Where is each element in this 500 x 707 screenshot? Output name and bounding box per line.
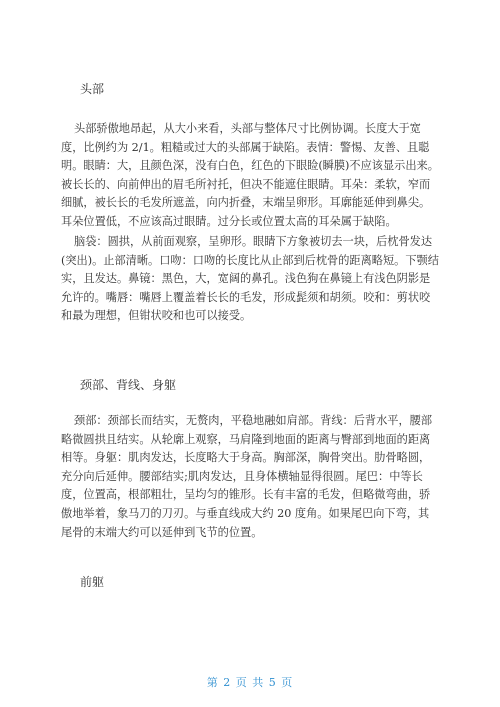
paragraph-head: 头部骄傲地昂起，从大小来看，头部与整体尺寸比例协调。长度大于宽度，比例约为 2/1。粗糙或过大的头部属于缺陷。表情：警惕、友善、且聪明。眼睛：大，且颜色深，没有白色，红色的下眼睑(瞬膜)不应该显示出来。被长长的、向前伸出的眉毛所衬托，但决不能遮住眼睛。耳朵：柔软，窄而细腻，被长长的毛发所遮盖，向内折叠，末端呈卵形。耳廓能延伸到鼻尖。耳朵位置低，不应该高过眼睛。过分长或位置太高的耳朵属于缺陷。	[61, 122, 439, 228]
page-number-footer: 第 2 页 共 5 页	[206, 676, 294, 689]
section-heading-neck-topline-body: 颈部、背线、身躯	[80, 378, 177, 392]
paragraph-neck-body-tail: 颈部：颈部长而结实，无赘肉，平稳地融如肩部。背线：后背水平，腰部略微圆拱且结实。从轮廓上观察，马肩隆到地面的距离与臀部到地面的距离相等。身躯：肌肉发达，长度略大于身高。胸部深，胸骨突出。肋骨略圆，充分向后延伸。腰部结实;肌肉发达，且身体横轴显得很圆。尾巴：中等长度，位置高，根部粗壮，呈均匀的锥形。长有丰富的毛发，但略微弯曲，骄傲地举着，象马刀的刀刃。与垂直线成大约 20 度角。如果尾巴向下弯，其尾骨的末端大约可以延伸到飞节的位置。	[61, 414, 433, 539]
section-heading-head: 头部	[80, 82, 105, 96]
section-heading-forequarters: 前躯	[80, 575, 105, 589]
paragraph-skull-muzzle: 脑袋：圆拱，从前面观察，呈卵形。眼睛下方象被切去一块，后枕骨发达(突出)。止部清晰。口吻：口吻的长度比从止部到后枕骨的距离略短。下颚结实，且发达。鼻镜：黑色，大，宽阔的鼻孔。浅色狗在鼻镜上有浅色阴影是允许的。嘴唇：嘴唇上覆盖着长长的毛发，形成髭须和胡须。咬和：剪状咬和最为理想，但钳状咬和也可以接受。	[61, 235, 439, 323]
